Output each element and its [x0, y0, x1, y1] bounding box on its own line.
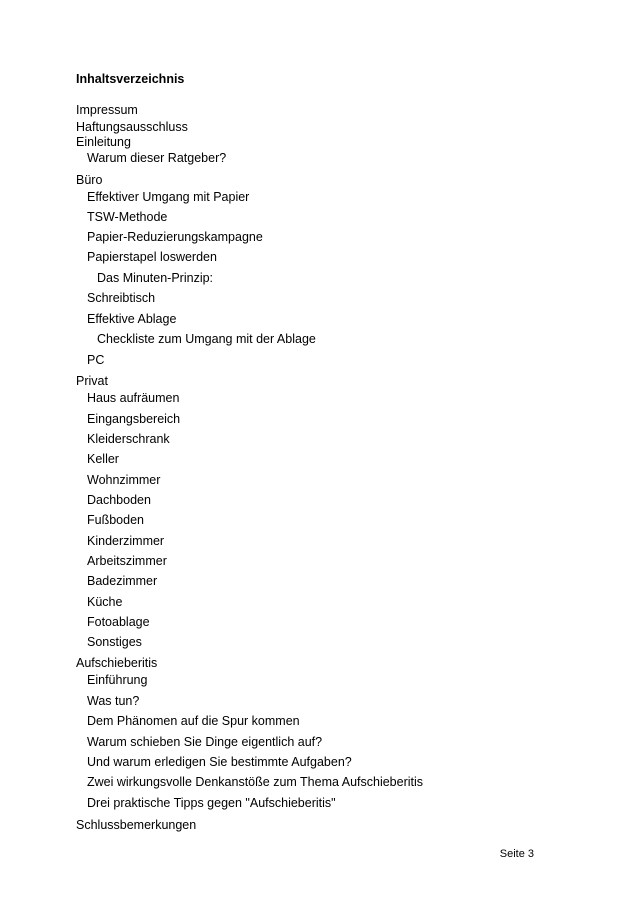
- toc-entry[interactable]: Fußboden: [87, 513, 144, 527]
- toc-entry[interactable]: Impressum: [76, 103, 138, 117]
- toc-entry[interactable]: Dachboden: [87, 493, 151, 507]
- toc-entry[interactable]: Schreibtisch: [87, 291, 156, 305]
- toc-entry[interactable]: Das Minuten-Prinzip:: [97, 271, 214, 285]
- toc-entry[interactable]: Schlussbemerkungen: [76, 818, 197, 832]
- toc-entry[interactable]: Privat: [76, 374, 108, 388]
- toc-entry[interactable]: Aufschieberitis: [76, 656, 158, 670]
- toc-entry[interactable]: Kinderzimmer: [87, 534, 165, 548]
- toc-entry[interactable]: Kleiderschrank: [87, 432, 170, 446]
- toc-entry[interactable]: Einführung: [87, 673, 148, 687]
- toc-entry[interactable]: Sonstiges: [87, 635, 142, 649]
- toc-entry[interactable]: Effektive Ablage: [87, 312, 177, 326]
- toc-entry[interactable]: Eingangsbereich: [87, 412, 181, 426]
- toc-entry[interactable]: Zwei wirkungsvolle Denkanstöße zum Thema Aufschieberitis: [87, 775, 424, 789]
- toc-entry[interactable]: Warum dieser Ratgeber?: [87, 151, 227, 165]
- toc-entry[interactable]: Papierstapel loswerden: [87, 250, 217, 264]
- page-number: Seite 3: [499, 848, 534, 860]
- toc-entry[interactable]: Drei praktische Tipps gegen "Aufschieberitis": [87, 796, 336, 810]
- toc-entry[interactable]: Was tun?: [87, 694, 140, 708]
- toc-entry[interactable]: Keller: [87, 452, 119, 466]
- toc-entry[interactable]: Büro: [76, 173, 103, 187]
- toc-entry[interactable]: PC: [87, 353, 105, 367]
- toc-entry[interactable]: Küche: [87, 595, 123, 609]
- toc-entry[interactable]: Wohnzimmer: [87, 473, 161, 487]
- toc-entry[interactable]: Effektiver Umgang mit Papier: [87, 190, 250, 204]
- toc-entry[interactable]: Haus aufräumen: [87, 391, 180, 405]
- toc-entry[interactable]: Haftungsausschluss: [76, 120, 188, 134]
- toc-entry[interactable]: Checkliste zum Umgang mit der Ablage: [97, 332, 316, 346]
- toc-entry[interactable]: TSW-Methode: [87, 210, 168, 224]
- toc-entry[interactable]: Badezimmer: [87, 574, 158, 588]
- toc-entry[interactable]: Warum schieben Sie Dinge eigentlich auf?: [87, 735, 323, 749]
- toc-title: Inhaltsverzeichnis: [76, 72, 185, 86]
- toc-entry[interactable]: Arbeitszimmer: [87, 554, 167, 568]
- toc-entry[interactable]: Papier-Reduzierungskampagne: [87, 230, 263, 244]
- toc-entry[interactable]: Einleitung: [76, 135, 131, 149]
- toc-entry[interactable]: Und warum erledigen Sie bestimmte Aufgaben?: [87, 755, 352, 769]
- toc-entry[interactable]: Dem Phänomen auf die Spur kommen: [87, 714, 300, 728]
- toc-entry[interactable]: Fotoablage: [87, 615, 150, 629]
